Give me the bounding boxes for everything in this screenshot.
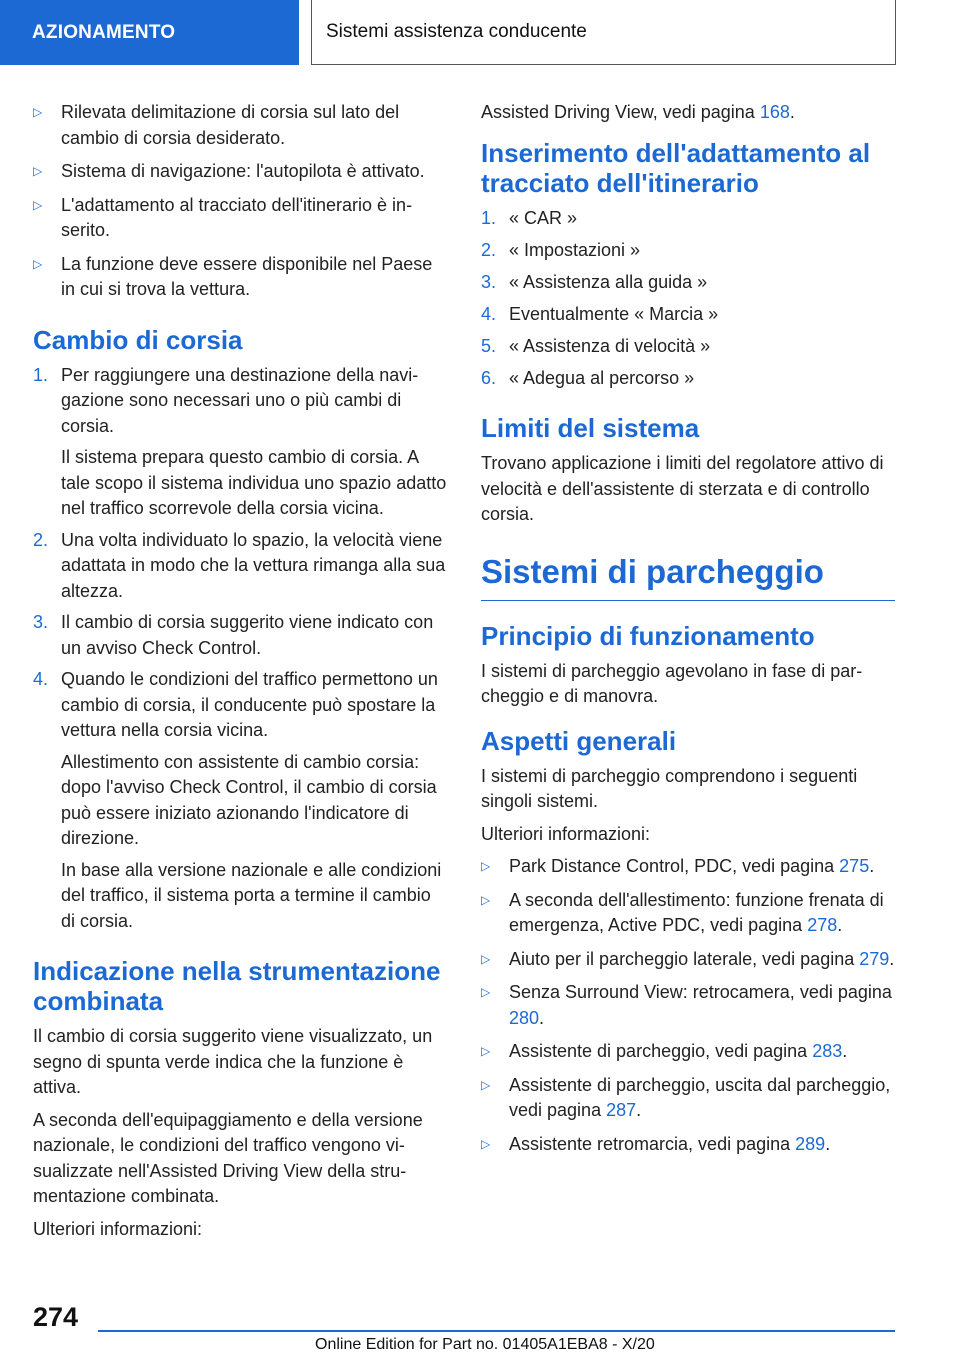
paragraph: A seconda dell'equipaggiamento e della versione nazionale, le condizioni del traffico vengono visualizzate nell'Assisted Driving View della strumentazione combinata. bbox=[33, 1109, 423, 1206]
list-item: ▷ Assistente di parcheggio, uscita dal parcheggio, vedi pagina 287. bbox=[481, 1074, 891, 1120]
list-item: ▷ Senza Surround View: retrocamera, vedi pagina 280. bbox=[481, 982, 892, 1028]
triangle-bullet-icon: ▷ bbox=[481, 1136, 491, 1151]
triangle-bullet-icon: ▷ bbox=[33, 197, 43, 212]
insertion-steps bbox=[481, 206, 895, 392]
triangle-bullet-icon: ▷ bbox=[33, 164, 43, 178]
list-item: ▷ A seconda dell'allestimento: funzione frenata di emergenza, Active PDC, vedi pagina 278. bbox=[481, 889, 884, 935]
page-link[interactable]: 275 bbox=[839, 856, 870, 876]
footer-divider bbox=[98, 1330, 895, 1332]
list-item: 4. Eventualmente « Marcia » bbox=[481, 303, 719, 324]
list-item: ▷ Aiuto per il parcheggio laterale, vedi pagina 279. bbox=[481, 947, 895, 973]
triangle-bullet-icon: ▷ bbox=[481, 951, 491, 966]
list-item: ▷ Rilevata delimitazione di corsia sul lato del cambio di corsia desiderato. bbox=[33, 102, 400, 148]
list-item: ▷ Assistente retromarcia, vedi pagina 289. bbox=[481, 1132, 895, 1158]
list-item: 2. « Impostazioni » bbox=[481, 239, 641, 260]
triangle-bullet-icon: ▷ bbox=[481, 1077, 491, 1092]
page-link[interactable]: 168 bbox=[759, 102, 790, 122]
list-item: 3. Il cambio di corsia suggerito viene indicato con un avviso Check Control. bbox=[33, 612, 434, 658]
page-number: 274 bbox=[33, 1302, 79, 1332]
parking-systems-list bbox=[481, 854, 895, 1157]
page-link[interactable]: 283 bbox=[812, 1041, 843, 1061]
conditions-list bbox=[33, 100, 448, 303]
lane-change-steps bbox=[33, 363, 448, 935]
heading-cambio-corsia: Cambio di corsia bbox=[33, 324, 243, 355]
heading-aspetti: Aspetti generali bbox=[481, 725, 677, 756]
paragraph: Ulteriori informazioni: bbox=[481, 823, 651, 844]
triangle-bullet-icon: ▷ bbox=[481, 1044, 491, 1058]
heading-principio: Principio di funzionamento bbox=[481, 620, 815, 651]
section-tab: AZIONAMENTO bbox=[0, 0, 299, 65]
paragraph: Trovano applicazione i limiti del regolatore attivo di velocità e dell'assistente di sterzata e di controllo corsia. bbox=[481, 453, 884, 524]
list-item: ▷ Sistema di navigazione: l'autopilota è attivato. bbox=[33, 159, 448, 185]
list-item: 3. « Assistenza alla guida » bbox=[481, 271, 708, 292]
page-link[interactable]: 280 bbox=[509, 1007, 540, 1028]
paragraph: Assisted Driving View, vedi pagina 168. bbox=[481, 102, 795, 122]
triangle-bullet-icon: ▷ bbox=[481, 859, 491, 873]
paragraph: Il cambio di corsia suggerito viene visualizzato, un segno di spunta verde indica che la funzione è attiva. bbox=[33, 1026, 433, 1097]
page-link[interactable]: 289 bbox=[795, 1133, 826, 1154]
triangle-bullet-icon: ▷ bbox=[33, 105, 43, 119]
page-link[interactable]: 279 bbox=[859, 948, 890, 969]
paragraph: I sistemi di parcheggio comprendono i seguenti singoli sistemi. bbox=[481, 765, 858, 811]
list-item: 1. « CAR » bbox=[481, 207, 578, 228]
list-item: ▷ Assistente di parcheggio, vedi pagina 283. bbox=[481, 1039, 895, 1065]
page-link[interactable]: 278 bbox=[807, 915, 838, 935]
paragraph: Ulteriori informazioni: bbox=[33, 1218, 203, 1239]
list-item: 1. Per raggiungere una destinazione della navigazione sono necessari uno o più cambi di corsia. Il sistema prepara questo cambio di corsia. A tale scopo il sistema individua uno spazio adatto nel traffico scorrevole della corsia vicina. bbox=[33, 364, 447, 518]
list-item: 2. Una volta individuato lo spazio, la velocità viene adattata in modo che la vettura rimanga alla sua altezza. bbox=[33, 529, 446, 601]
page-link[interactable]: 287 bbox=[606, 1100, 637, 1120]
chapter-title: Sistemi assistenza conducente bbox=[311, 0, 896, 65]
right-column bbox=[481, 100, 895, 1165]
triangle-bullet-icon: ▷ bbox=[481, 985, 491, 999]
left-column bbox=[33, 100, 448, 1249]
list-item: ▷ La funzione deve essere disponibile nel Paese in cui si trova la vettura. bbox=[33, 253, 433, 299]
list-item: ▷ L'adattamento al tracciato dell'itinerario è inserito. bbox=[33, 194, 413, 240]
triangle-bullet-icon: ▷ bbox=[33, 256, 43, 271]
heading-limiti: Limiti del sistema bbox=[481, 413, 700, 443]
heading-inserimento: Inserimento dell'adattamento al tracciato dell'itinerario bbox=[481, 137, 871, 198]
triangle-bullet-icon: ▷ bbox=[481, 892, 491, 907]
heading-sistemi-parcheggio: Sistemi di parcheggio bbox=[481, 552, 895, 601]
list-item: 5. « Assistenza di velocità » bbox=[481, 335, 711, 356]
list-item: ▷ Park Distance Control, PDC, vedi pagina 275. bbox=[481, 854, 895, 880]
heading-indicazione: Indicazione nella strumentazione combinata bbox=[33, 956, 441, 1016]
list-item: 4. Quando le condizioni del traffico permettono un cambio di corsia, il conducente può spostare la vettura nella corsia vicina. Allestimento con assistente di cambio corsia: dopo l'avviso Check Control, il cambio di corsia può essere iniziato azionando l'indicatore di direzione. In base alla versione nazionale e alle condizioni del traffico, il sistema porta a termine il cambio di corsia. bbox=[33, 669, 442, 931]
footer-edition: Online Edition for Part no. 01405A1EBA8 - X/20 bbox=[315, 1336, 655, 1353]
list-item: 6. « Adegua al percorso » bbox=[481, 367, 695, 388]
paragraph: I sistemi di parcheggio agevolano in fase di parcheggio e di manovra. bbox=[481, 660, 863, 706]
